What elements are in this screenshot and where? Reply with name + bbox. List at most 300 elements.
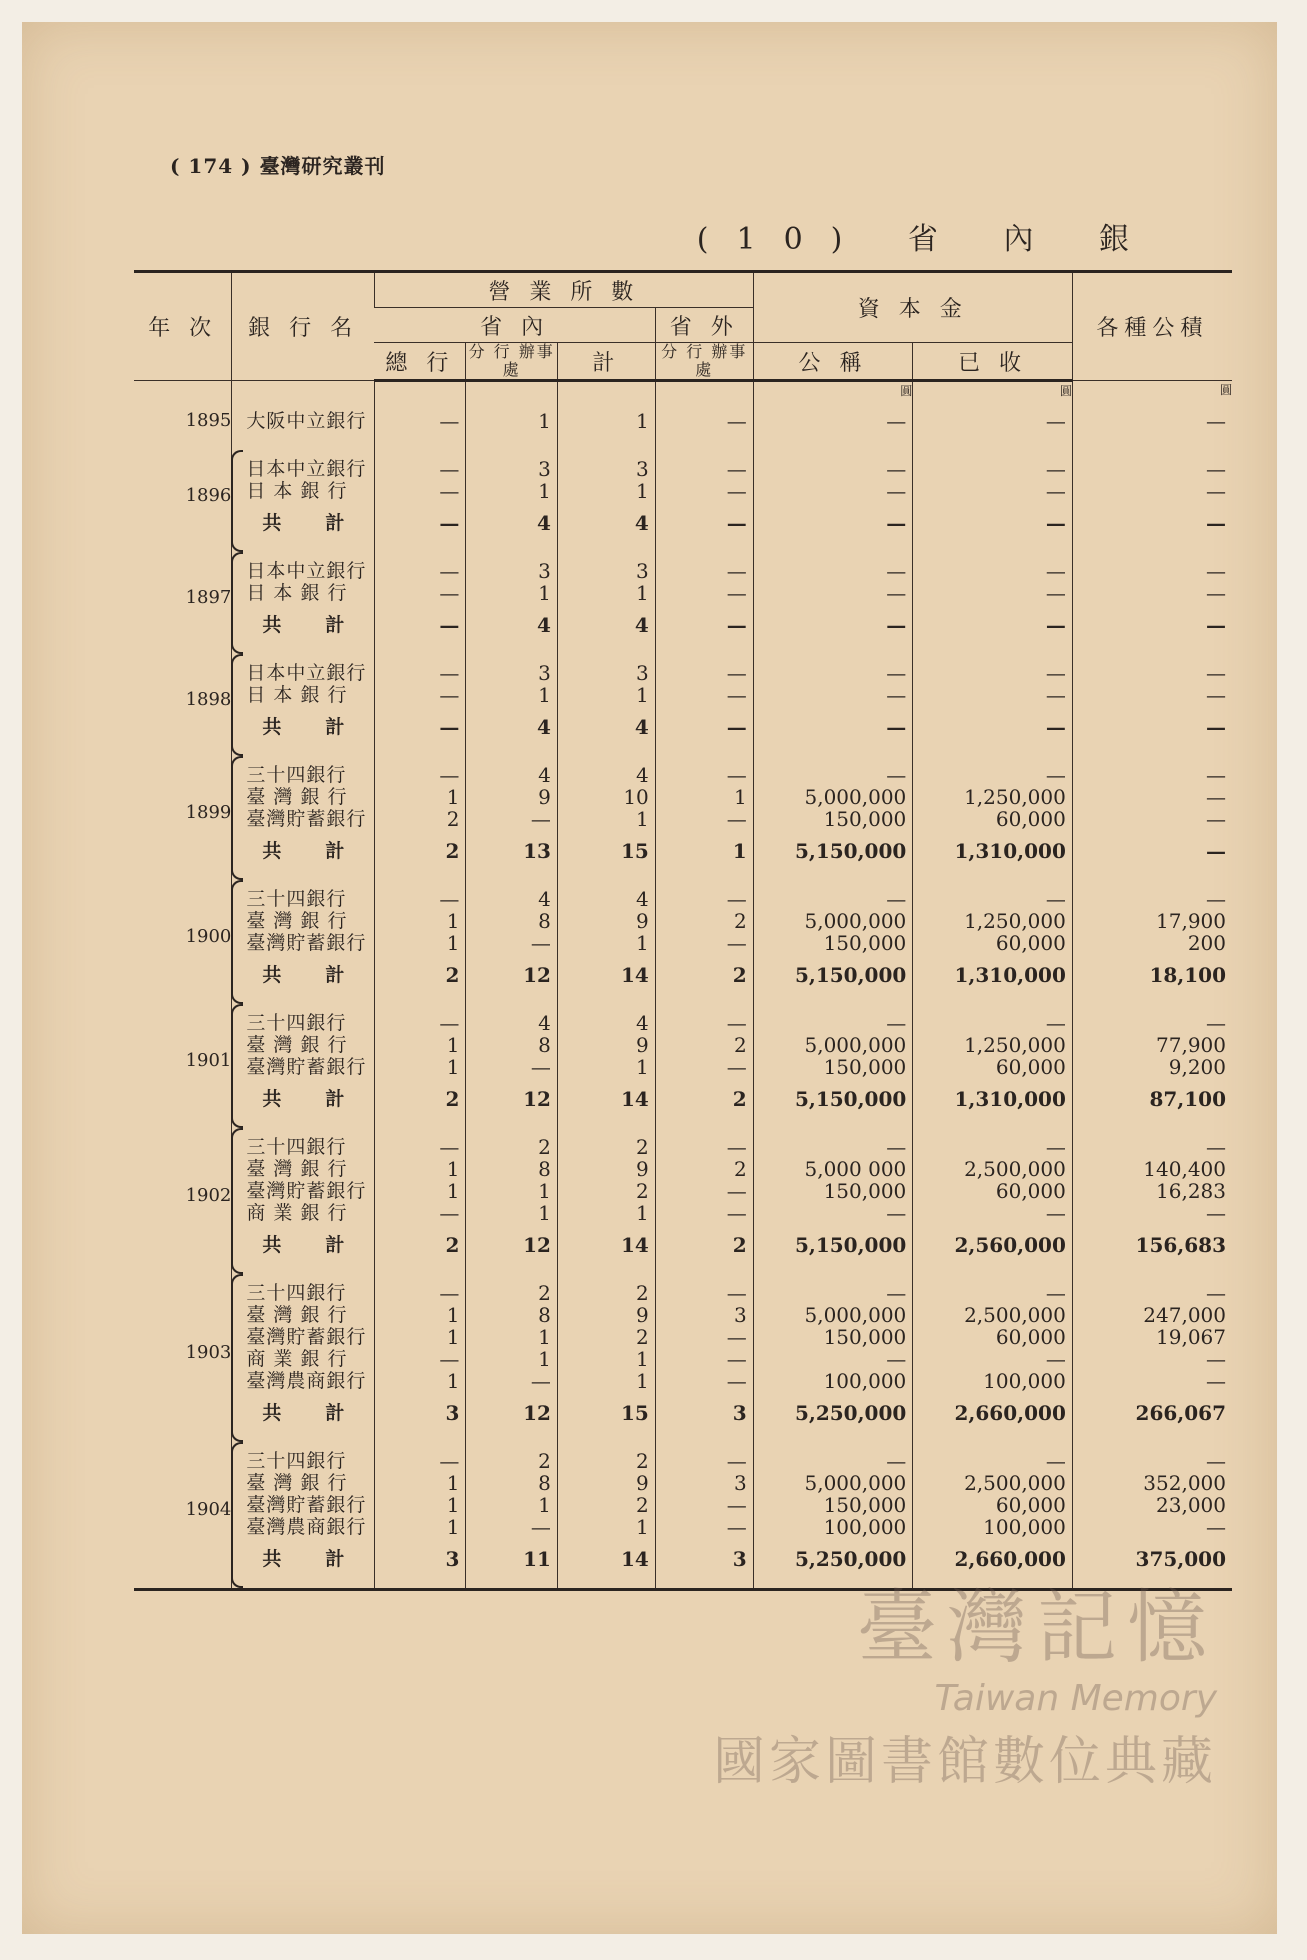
total-nominal: 5,150,000 <box>794 963 907 987</box>
col-head-office: 總 行 <box>374 343 465 381</box>
cell-bout: — <box>726 1179 747 1203</box>
cell-sub: 1 <box>636 807 649 831</box>
brace-mark <box>231 1004 243 1128</box>
cell-nominal: 100,000 <box>823 1369 907 1393</box>
total-nominal: — <box>886 511 907 535</box>
total-head: 2 <box>445 963 460 987</box>
col-head-cell <box>374 552 465 654</box>
col-head-cell <box>374 402 465 450</box>
total-sub: 14 <box>620 1233 649 1257</box>
cell-bin: 1 <box>538 1179 551 1203</box>
total-bin: 13 <box>523 839 551 863</box>
total-head: — <box>439 613 460 637</box>
cell-bout: 1 <box>733 785 747 809</box>
cell-reserve: — <box>1206 683 1226 707</box>
cell-reserve: — <box>1206 763 1226 787</box>
cell-bin: 8 <box>538 1471 551 1495</box>
cell-name: 臺灣農商銀行 <box>246 1516 367 1538</box>
cell-bin: — <box>530 807 551 831</box>
table-title: (10) 省 內 銀 <box>696 222 1157 257</box>
cell-nominal: 5,000,000 <box>804 1303 907 1327</box>
cell-reserve: 140,400 <box>1143 1157 1226 1181</box>
cell-name: 三十四銀行 <box>246 1012 347 1034</box>
total-bin: 4 <box>536 613 551 637</box>
cell-head: 1 <box>446 1325 460 1349</box>
col-paid: 已 收 <box>913 343 1073 381</box>
cell-name: 臺灣農商銀行 <box>246 1370 367 1392</box>
cell-nominal: — <box>886 1449 907 1473</box>
col-bin-cell <box>466 756 557 880</box>
col-reserve-cell <box>1072 1128 1232 1274</box>
cell-head: — <box>439 763 460 787</box>
cell-nominal: 100,000 <box>823 1515 907 1539</box>
col-sub-cell <box>557 654 655 756</box>
cell-sub: 1 <box>636 1201 649 1225</box>
cell-name: 臺灣貯蓄銀行 <box>246 1326 367 1348</box>
cell-reserve: — <box>1206 1369 1226 1393</box>
cell-nominal: 150,000 <box>823 931 907 955</box>
col-bin-cell <box>466 1128 557 1274</box>
cell-paid: — <box>1045 763 1066 787</box>
cell-bout: — <box>726 1325 747 1349</box>
total-name: 共計 <box>262 1402 389 1424</box>
total-nominal: — <box>886 613 907 637</box>
brace-mark <box>231 450 243 552</box>
cell-bin: 2 <box>538 1449 551 1473</box>
cell-head: 1 <box>446 931 460 955</box>
cell-name: 臺 灣 銀 行 <box>246 1158 348 1180</box>
col-bin-cell <box>466 402 557 450</box>
cell-name: 臺灣貯蓄銀行 <box>246 932 367 954</box>
cell-reserve: 23,000 <box>1156 1493 1226 1517</box>
cell-paid: — <box>1045 457 1066 481</box>
cell-head: — <box>439 1011 460 1035</box>
cell-sub: 1 <box>636 409 649 433</box>
total-nominal: 5,150,000 <box>794 1233 907 1257</box>
cell-head: — <box>439 479 460 503</box>
cell-name: 臺灣貯蓄銀行 <box>246 1180 367 1202</box>
total-nominal: 5,150,000 <box>794 1087 907 1111</box>
cell-paid: — <box>1045 409 1066 433</box>
cell-sub: 4 <box>636 887 649 911</box>
cell-name: 三十四銀行 <box>246 888 347 910</box>
col-name-cell <box>232 552 389 654</box>
cell-name: 日 本 銀 行 <box>246 480 348 502</box>
col-bin-cell <box>466 1004 557 1128</box>
cell-nominal: — <box>886 887 907 911</box>
col-bout-cell <box>655 1128 753 1274</box>
cell-sub: 2 <box>636 1449 649 1473</box>
col-bin-cell <box>466 552 557 654</box>
cell-paid: — <box>1045 1201 1066 1225</box>
cell-bin: 1 <box>538 1201 551 1225</box>
cell-name: 商 業 銀 行 <box>246 1202 348 1224</box>
total-reserve: — <box>1206 839 1226 863</box>
col-reserve-cell <box>1072 1004 1232 1128</box>
total-reserve: 156,683 <box>1135 1233 1226 1257</box>
cell-bin: 8 <box>538 909 551 933</box>
cell-head: 1 <box>446 909 460 933</box>
col-paid-cell <box>913 552 1073 654</box>
watermark <box>713 1563 1217 1794</box>
cell-bin: 2 <box>538 1135 551 1159</box>
total-bout: — <box>726 613 747 637</box>
cell-head: 1 <box>446 1055 460 1079</box>
total-paid: 2,560,000 <box>954 1233 1066 1257</box>
cell-name: 臺 灣 銀 行 <box>246 1472 348 1494</box>
col-nominal-cell <box>753 1128 913 1274</box>
total-bin: 4 <box>536 715 551 739</box>
year-label: 1896 <box>185 485 232 506</box>
cell-bin: 3 <box>538 661 551 685</box>
year-cell <box>134 402 232 450</box>
total-bin: 11 <box>523 1547 551 1571</box>
total-paid: 2,660,000 <box>954 1547 1066 1571</box>
cell-paid: — <box>1045 1347 1066 1371</box>
cell-bout: — <box>726 763 747 787</box>
cell-bin: 1 <box>538 581 551 605</box>
cell-nominal: — <box>886 581 907 605</box>
cell-reserve: — <box>1206 1515 1226 1539</box>
col-sub-cell <box>557 402 655 450</box>
total-paid: 2,660,000 <box>954 1401 1066 1425</box>
cell-nominal: 5,000,000 <box>804 1471 907 1495</box>
cell-name: 臺 灣 銀 行 <box>246 786 348 808</box>
cell-bin: 8 <box>538 1033 551 1057</box>
cell-paid: — <box>1045 559 1066 583</box>
total-bout: 3 <box>732 1547 747 1571</box>
cell-nominal: 5,000,000 <box>804 1033 907 1057</box>
cell-sub: 1 <box>636 1055 649 1079</box>
year-group <box>134 1128 1232 1274</box>
col-reserve-cell <box>1072 552 1232 654</box>
cell-name: 臺 灣 銀 行 <box>246 910 348 932</box>
col-name-cell <box>232 402 375 450</box>
cell-head: — <box>439 457 460 481</box>
cell-sub: 1 <box>636 931 649 955</box>
unit-label: 圓 <box>1072 381 1232 403</box>
col-name-cell <box>232 880 389 1004</box>
total-sub: 14 <box>620 1087 649 1111</box>
col-paid-cell <box>913 880 1073 1004</box>
cell-bout: — <box>726 409 747 433</box>
cell-sub: 9 <box>636 1157 649 1181</box>
cell-nominal: — <box>886 409 907 433</box>
col-in-province: 省 內 <box>374 308 655 343</box>
cell-head: — <box>439 1135 460 1159</box>
cell-sub: 1 <box>636 479 649 503</box>
cell-reserve: — <box>1206 785 1226 809</box>
col-nominal-cell <box>753 1004 913 1128</box>
cell-bout: — <box>726 1347 747 1371</box>
cell-reserve: 9,200 <box>1168 1055 1226 1079</box>
total-name: 共計 <box>262 840 389 862</box>
cell-bin: 4 <box>538 1011 551 1035</box>
cell-name: 大阪中立銀行 <box>246 410 367 432</box>
total-bin: 12 <box>523 1087 551 1111</box>
cell-sub: 3 <box>636 559 649 583</box>
col-bin-cell <box>466 450 557 552</box>
year-group <box>134 1004 1232 1128</box>
cell-nominal: 5,000,000 <box>804 909 907 933</box>
unit-label: 圓 <box>913 381 1073 403</box>
cell-head: — <box>439 1347 460 1371</box>
col-paid-cell <box>913 654 1073 756</box>
total-name: 共計 <box>262 1234 389 1256</box>
cell-paid: 100,000 <box>983 1515 1066 1539</box>
cell-bin: 8 <box>538 1303 551 1327</box>
cell-bout: — <box>726 1369 747 1393</box>
col-branch-in: 分 行 辦事處 <box>466 343 557 381</box>
cell-paid: 60,000 <box>995 931 1066 955</box>
total-name: 共計 <box>262 964 389 986</box>
col-name-cell <box>232 1004 389 1128</box>
cell-name: 臺灣貯蓄銀行 <box>246 1056 367 1078</box>
total-bout: 2 <box>732 1087 747 1111</box>
cell-bin: 8 <box>538 1157 551 1181</box>
cell-bin: 9 <box>538 785 551 809</box>
page-header: ( 174 ) 臺灣研究叢刊 <box>170 154 386 178</box>
cell-bout: — <box>726 457 747 481</box>
year-label: 1902 <box>185 1185 232 1206</box>
cell-bout: — <box>726 1493 747 1517</box>
col-reserve-cell <box>1072 1274 1232 1442</box>
cell-paid: 2,500,000 <box>964 1471 1066 1495</box>
col-sub-cell <box>557 1004 655 1128</box>
cell-bout: 2 <box>733 1033 747 1057</box>
col-reserve-cell <box>1072 756 1232 880</box>
total-reserve: — <box>1206 613 1226 637</box>
col-nominal-cell <box>753 450 913 552</box>
brace-mark <box>231 880 243 1004</box>
total-sub: 4 <box>634 715 649 739</box>
col-branches: 營 業 所 數 <box>374 272 753 308</box>
cell-reserve: — <box>1206 807 1226 831</box>
year-label: 1895 <box>185 410 232 431</box>
cell-nominal: 150,000 <box>823 1179 907 1203</box>
cell-nominal: 5,000,000 <box>804 785 907 809</box>
cell-bin: 3 <box>538 559 551 583</box>
cell-paid: — <box>1045 1135 1066 1159</box>
col-bout-cell <box>655 1004 753 1128</box>
total-nominal: 5,250,000 <box>794 1547 907 1571</box>
col-sub-cell <box>557 880 655 1004</box>
cell-sub: 9 <box>636 1033 649 1057</box>
cell-sub: 2 <box>636 1325 649 1349</box>
cell-bin: 1 <box>538 1493 551 1517</box>
total-bin: 12 <box>523 1233 551 1257</box>
total-sub: 4 <box>634 511 649 535</box>
year-label: 1898 <box>185 689 232 710</box>
cell-nominal: 5,000 000 <box>804 1157 907 1181</box>
total-reserve: 87,100 <box>1149 1087 1226 1111</box>
cell-bout: — <box>726 1055 747 1079</box>
cell-nominal: 150,000 <box>823 1325 907 1349</box>
col-bout-cell <box>655 450 753 552</box>
total-paid: 1,310,000 <box>954 1087 1066 1111</box>
cell-sub: 1 <box>636 1347 649 1371</box>
col-name-cell <box>232 450 389 552</box>
col-reserve-cell <box>1072 880 1232 1004</box>
cell-reserve: — <box>1206 1281 1226 1305</box>
cell-reserve: — <box>1206 1135 1226 1159</box>
cell-name: 日本中立銀行 <box>246 560 367 582</box>
year-cell <box>134 756 232 880</box>
year-group <box>134 1274 1232 1442</box>
cell-paid: 2,500,000 <box>964 1157 1066 1181</box>
cell-paid: — <box>1045 1011 1066 1035</box>
cell-reserve: — <box>1206 887 1226 911</box>
cell-head: — <box>439 581 460 605</box>
cell-nominal: — <box>886 1011 907 1035</box>
total-bin: 12 <box>523 1401 551 1425</box>
cell-paid: 100,000 <box>983 1369 1066 1393</box>
watermark-library: 國家圖書館數位典藏 <box>712 1732 1217 1792</box>
document-page <box>22 22 1277 1934</box>
year-group <box>134 880 1232 1004</box>
cell-sub: 3 <box>636 661 649 685</box>
cell-name: 日本中立銀行 <box>246 458 367 480</box>
cell-bout: — <box>726 661 747 685</box>
total-bout: 2 <box>732 963 747 987</box>
col-bank: 銀 行 名 <box>232 272 375 381</box>
cell-sub: 9 <box>636 909 649 933</box>
cell-paid: — <box>1045 887 1066 911</box>
brace-mark <box>231 1128 243 1274</box>
brace-mark <box>231 654 243 756</box>
cell-bin: 1 <box>538 479 551 503</box>
cell-bout: — <box>726 581 747 605</box>
cell-bout: — <box>726 1281 747 1305</box>
total-head: 3 <box>445 1547 460 1571</box>
year-label: 1904 <box>185 1499 232 1520</box>
cell-nominal: — <box>886 683 907 707</box>
cell-reserve: — <box>1206 1347 1226 1371</box>
total-bout: 1 <box>732 839 747 863</box>
cell-nominal: — <box>886 1201 907 1225</box>
col-name-cell <box>232 1128 389 1274</box>
total-paid: — <box>1045 511 1066 535</box>
cell-bin: 1 <box>538 1347 551 1371</box>
total-name: 共計 <box>262 512 389 534</box>
brace-mark <box>231 552 243 654</box>
cell-name: 臺 灣 銀 行 <box>246 1034 348 1056</box>
total-bout: 3 <box>732 1401 747 1425</box>
cell-nominal: — <box>886 763 907 787</box>
col-branch-out: 分 行 辦事處 <box>655 343 753 381</box>
col-nominal-cell <box>753 1274 913 1442</box>
cell-head: — <box>439 1449 460 1473</box>
cell-paid: 60,000 <box>995 1179 1066 1203</box>
cell-paid: — <box>1045 479 1066 503</box>
cell-bout: 2 <box>733 1157 747 1181</box>
cell-reserve: — <box>1206 661 1226 685</box>
brace-mark <box>231 1442 243 1588</box>
cell-head: 1 <box>446 1515 460 1539</box>
col-nominal-cell <box>753 880 913 1004</box>
cell-sub: 1 <box>636 1515 649 1539</box>
watermark-en: Taiwan Memory <box>934 1678 1217 1719</box>
col-sub-cell <box>557 1128 655 1274</box>
cell-name: 臺 灣 銀 行 <box>246 1304 348 1326</box>
col-year: 年 次 <box>134 272 232 381</box>
cell-head: 1 <box>446 1157 460 1181</box>
col-bout-cell <box>655 1274 753 1442</box>
cell-paid: 1,250,000 <box>964 909 1066 933</box>
cell-bout: 2 <box>733 909 747 933</box>
cell-paid: 2,500,000 <box>964 1303 1066 1327</box>
year-cell <box>134 1274 232 1442</box>
cell-name: 商 業 銀 行 <box>246 1348 348 1370</box>
cell-paid: — <box>1045 683 1066 707</box>
col-paid-cell <box>913 402 1073 450</box>
total-sub: 14 <box>620 1547 649 1571</box>
cell-reserve: — <box>1206 1449 1226 1473</box>
cell-head: 1 <box>446 1369 460 1393</box>
total-sub: 14 <box>620 963 649 987</box>
col-sub-cell <box>557 1274 655 1442</box>
total-head: 2 <box>445 1233 460 1257</box>
cell-head: — <box>439 887 460 911</box>
col-name-cell <box>232 1274 389 1442</box>
cell-paid: — <box>1045 1281 1066 1305</box>
total-paid: — <box>1045 613 1066 637</box>
cell-head: — <box>439 1281 460 1305</box>
cell-bin: 3 <box>538 457 551 481</box>
cell-bout: 3 <box>733 1471 747 1495</box>
col-bin-cell <box>466 1442 557 1590</box>
year-cell <box>134 552 232 654</box>
cell-head: — <box>439 559 460 583</box>
cell-head: 2 <box>446 807 460 831</box>
col-head-cell <box>374 450 465 552</box>
cell-reserve: — <box>1206 1011 1226 1035</box>
cell-name: 臺灣貯蓄銀行 <box>246 1494 367 1516</box>
col-nominal: 公 稱 <box>753 343 913 381</box>
cell-reserve: 247,000 <box>1143 1303 1226 1327</box>
total-reserve: — <box>1206 511 1226 535</box>
total-nominal: — <box>886 715 907 739</box>
cell-bin: 4 <box>538 887 551 911</box>
col-name-cell <box>232 1442 389 1590</box>
year-label: 1897 <box>185 587 232 608</box>
cell-paid: — <box>1045 581 1066 605</box>
cell-head: — <box>439 1201 460 1225</box>
col-bout-cell <box>655 402 753 450</box>
cell-bout: — <box>726 1011 747 1035</box>
col-bout-cell <box>655 552 753 654</box>
total-name: 共計 <box>262 1548 389 1570</box>
col-bin-cell <box>466 654 557 756</box>
cell-reserve: 77,900 <box>1156 1033 1226 1057</box>
year-label: 1899 <box>185 802 232 823</box>
col-sub-cell <box>557 1442 655 1590</box>
cell-bout: — <box>726 1515 747 1539</box>
cell-paid: 60,000 <box>995 1493 1066 1517</box>
cell-nominal: — <box>886 457 907 481</box>
cell-bin: — <box>530 1515 551 1539</box>
col-out-province: 省 外 <box>655 308 753 343</box>
cell-bin: 2 <box>538 1281 551 1305</box>
cell-nominal: — <box>886 1135 907 1159</box>
col-paid-cell <box>913 1274 1073 1442</box>
cell-bout: — <box>726 1449 747 1473</box>
cell-paid: — <box>1045 1449 1066 1473</box>
year-label: 1900 <box>185 926 232 947</box>
col-nominal-cell <box>753 756 913 880</box>
col-name-cell <box>232 654 389 756</box>
cell-bout: — <box>726 1135 747 1159</box>
